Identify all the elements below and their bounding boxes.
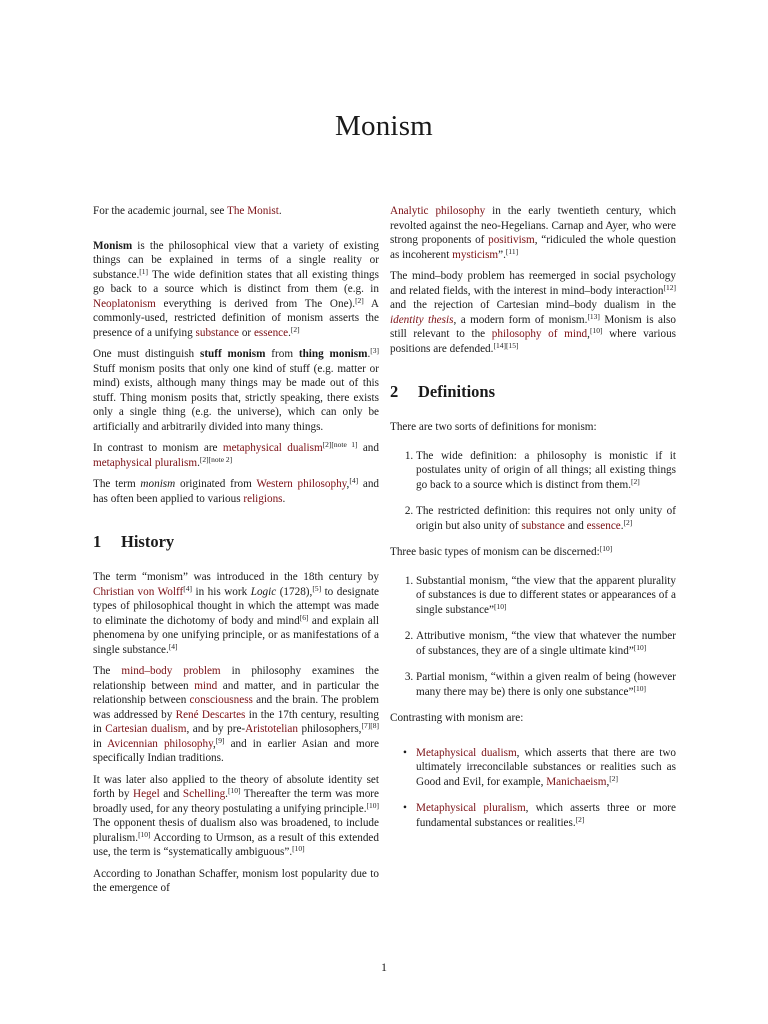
- citation-ref[interactable]: [10]: [633, 683, 646, 693]
- text: The term: [93, 478, 141, 490]
- citation-ref[interactable]: [4]: [168, 641, 178, 651]
- citation-ref[interactable]: [2]: [290, 324, 300, 334]
- list-item: [416, 574, 676, 618]
- link-neoplatonism[interactable]: Neoplatonism: [93, 297, 156, 310]
- citation-ref[interactable]: [10]: [366, 800, 379, 810]
- section-number: 1: [93, 532, 102, 551]
- text: Substantial monism, “the view that the apparent plurality of substances is due to different states or appearances of a single substance”: [416, 574, 676, 616]
- citation-ref[interactable]: [4]: [183, 583, 192, 593]
- text: ,: [212, 737, 216, 750]
- types-list: [390, 574, 676, 700]
- link-western-philosophy[interactable]: Western philosophy: [256, 478, 347, 490]
- intro-paragraph-1: [93, 239, 379, 341]
- text: Monism is also still relevant to the: [390, 313, 676, 340]
- text: in: [93, 737, 108, 750]
- history-paragraph-1: [93, 570, 379, 657]
- link-cartesian-dualism[interactable]: Cartesian dualism: [105, 723, 187, 735]
- citation-ref[interactable]: [10]: [292, 844, 305, 853]
- link-identity-thesis[interactable]: identity thesis: [390, 313, 454, 326]
- text: and: [159, 788, 183, 800]
- text: in the 17th century, resulting in: [93, 708, 379, 735]
- citation-ref[interactable]: [10]: [138, 829, 151, 839]
- work-title: Logic: [250, 585, 277, 598]
- text: and has often been applied to various: [93, 478, 380, 505]
- intro-paragraph-4: [93, 477, 379, 506]
- citation-ref[interactable]: [14][15]: [493, 340, 519, 350]
- text: in the early twentieth century, which revolted against the neo-Hegelians. Carnap and Ayer, who were strong proponents of: [390, 205, 676, 246]
- text: Three basic types of monism can be discerned:: [390, 546, 600, 558]
- intro-paragraph-3: [93, 441, 379, 470]
- history-paragraph-3: [93, 773, 379, 860]
- list-item: [416, 504, 676, 533]
- text: in philosophy examines the relationship between: [93, 665, 379, 692]
- section-title: Definitions: [418, 382, 496, 401]
- text: In contrast to monism are: [93, 442, 223, 454]
- link-rene-descartes[interactable]: René Descartes: [175, 708, 246, 721]
- citation-ref[interactable]: [5]: [312, 583, 322, 593]
- text: A commonly-used, restricted definition of monism asserts the presence of a unifying: [93, 297, 379, 339]
- text: (1728),: [276, 585, 313, 598]
- link-manichaeism[interactable]: Manichaeism: [546, 775, 607, 788]
- link-essence[interactable]: essence: [586, 519, 621, 532]
- text: .: [282, 492, 286, 505]
- text: to designate types of philosophical thought in which the attempt was made to eliminate the dichotomy of body and mind: [93, 585, 380, 627]
- text: and matter, and in particular the relationship between: [93, 679, 379, 706]
- citation-ref[interactable]: [10]: [493, 601, 507, 611]
- link-schelling[interactable]: Schelling: [182, 788, 226, 800]
- text: ,: [587, 328, 590, 340]
- text: The wide definition states that all existing things go back to a source which is distinct from them (e.g. in: [93, 268, 379, 295]
- link-avicennian-philosophy[interactable]: Avicennian philosophy: [107, 737, 213, 750]
- term-monism: Monism: [93, 239, 133, 252]
- link-metaphysical-pluralism[interactable]: Metaphysical pluralism: [416, 802, 526, 814]
- link-metaphysical-pluralism[interactable]: metaphysical pluralism: [93, 456, 198, 469]
- definitions-list: [390, 449, 676, 534]
- text: The mind–body problem has reemerged in social psychology and related fields, with the interest in mind–body interaction: [390, 270, 676, 297]
- history-paragraph-4-continued: [390, 204, 676, 262]
- link-essence[interactable]: essence: [253, 326, 289, 339]
- text: Attributive monism, “the view that whatever the number of substances, they are of a single ultimate kind”: [416, 630, 676, 657]
- types-intro: [390, 545, 676, 560]
- text: , and by pre-: [186, 723, 246, 735]
- text: The term “monism” was introduced in the 18th century by: [93, 571, 379, 583]
- term-stuff-monism: stuff monism: [199, 348, 266, 360]
- text: , a modern form of monism.: [453, 313, 588, 326]
- link-consciousness[interactable]: consciousness: [189, 694, 253, 706]
- term-monism-italic: monism: [140, 478, 176, 490]
- citation-ref[interactable]: [1]: [139, 266, 149, 276]
- text: Thereafter the term was more broadly used, for any theory postulating a unifying principle.: [93, 788, 379, 815]
- citation-ref[interactable]: [2][note 2]: [199, 454, 233, 464]
- list-item: [416, 449, 676, 493]
- contrast-intro: Contrasting with monism are:: [390, 712, 524, 724]
- text: and: [357, 442, 379, 454]
- text: .: [197, 456, 200, 469]
- text: ,: [606, 775, 610, 788]
- link-mind-body-problem[interactable]: mind–body problem: [121, 665, 221, 677]
- text: The: [93, 665, 122, 677]
- text: , “ridiculed the whole question as incoherent: [390, 234, 676, 261]
- text: The restricted definition: this requires not only unity of origin but also unity of: [416, 505, 676, 532]
- text: and explain all phenomena by one unifying principle, or as manifestations of a single substance.: [93, 614, 380, 656]
- text: from: [265, 348, 299, 360]
- list-item: [416, 746, 676, 790]
- text: .: [225, 788, 228, 800]
- citation-ref[interactable]: [2]: [355, 295, 364, 305]
- section-heading-definitions: [390, 382, 676, 402]
- citation-ref[interactable]: [10]: [633, 642, 647, 652]
- link-philosophy-of-mind[interactable]: philosophy of mind: [491, 328, 588, 340]
- citation-ref[interactable]: [2][note 1]: [322, 440, 358, 449]
- text: philosophers,: [297, 723, 362, 735]
- citation-ref[interactable]: [11]: [505, 246, 519, 256]
- text: in his work: [191, 585, 251, 598]
- contrast-list: [390, 746, 676, 831]
- link-the-monist[interactable]: The Monist: [227, 205, 279, 217]
- history-paragraph-5: [390, 269, 676, 356]
- section-heading-history: [93, 532, 379, 552]
- page-title: Monism: [335, 110, 433, 142]
- link-mind[interactable]: mind: [194, 679, 218, 692]
- link-religions[interactable]: religions: [243, 492, 283, 505]
- text: .: [288, 326, 291, 339]
- section-number: 2: [390, 382, 399, 401]
- hatnote: [93, 204, 379, 219]
- citation-ref[interactable]: [6]: [299, 612, 309, 622]
- text: ”.: [498, 248, 506, 261]
- link-mysticism[interactable]: mysticism: [452, 248, 499, 261]
- text: and in earlier Asian and more specifically Indian traditions.: [93, 737, 379, 764]
- link-metaphysical-dualism[interactable]: metaphysical dualism: [222, 442, 323, 454]
- text: and: [564, 519, 587, 532]
- link-analytic-philosophy[interactable]: Analytic philosophy: [390, 205, 486, 217]
- text: everything is derived from The One).: [155, 297, 356, 310]
- history-paragraph-2: [93, 664, 379, 766]
- text: ,: [346, 478, 350, 490]
- citation-ref[interactable]: [3]: [370, 346, 380, 355]
- text: and the brain. The problem was addressed by: [93, 694, 380, 721]
- text: , which asserts three or more fundamental substances or realities.: [416, 802, 676, 829]
- citation-ref[interactable]: [9]: [215, 735, 225, 745]
- text: or: [239, 326, 254, 339]
- text: is the philosophical view that a variety of existing things can be explained in terms of a single reality or substance.: [93, 239, 379, 281]
- list-item: [416, 670, 676, 699]
- section-title: History: [121, 532, 175, 551]
- link-substance[interactable]: substance: [195, 326, 240, 339]
- text: and the rejection of Cartesian mind–body dualism in the: [390, 299, 676, 311]
- citation-ref[interactable]: [2]: [609, 773, 619, 783]
- intro-paragraph-2: [93, 347, 379, 434]
- page-number: 1: [381, 960, 387, 974]
- citation-ref[interactable]: [10]: [599, 544, 613, 553]
- text: According to Urmson, as a result of this extended use, the term is “systematically ambiguous”.: [93, 831, 379, 858]
- text: One must distinguish: [93, 348, 200, 360]
- text: where various positions are defended.: [390, 328, 677, 355]
- definitions-intro: There are two sorts of definitions for monism:: [390, 421, 597, 433]
- text: .: [620, 519, 624, 532]
- link-aristotelian[interactable]: Aristotelian: [245, 723, 298, 735]
- citation-ref[interactable]: [2]: [631, 476, 640, 486]
- hatnote-text: For the academic journal, see: [93, 205, 227, 217]
- text: , which asserts that there are two ultimately irreconcilable substances or realities such as Good and Evil, for example,: [416, 746, 676, 788]
- link-substance[interactable]: substance: [521, 519, 565, 532]
- citation-ref[interactable]: [4]: [349, 476, 359, 485]
- term-thing-monism: thing monism: [298, 348, 368, 360]
- link-positivism[interactable]: positivism: [488, 234, 535, 246]
- citation-ref[interactable]: [10]: [227, 786, 241, 795]
- text: Stuff monism posits that only one kind of stuff (e.g. matter or mind) exists, although many things may be made out of this stuff. Thing monism posits that, strictly speaking, there exists only a single thing (e.g. the universe), which can only be artificially and arbitrarily divided into many things.: [93, 362, 379, 433]
- citation-ref[interactable]: [7][8]: [361, 721, 379, 730]
- citation-ref[interactable]: [2]: [575, 814, 585, 824]
- history-paragraph-4: [93, 867, 379, 896]
- citation-ref[interactable]: [10]: [589, 326, 603, 335]
- text: It was later also applied to the theory of absolute identity set forth by: [93, 773, 379, 800]
- text: Partial monism, “within a given realm of being (however many there may be) there is only one substance”: [416, 671, 676, 698]
- right-column: [390, 204, 676, 842]
- list-item: [416, 629, 676, 658]
- link-metaphysical-dualism[interactable]: Metaphysical dualism: [416, 746, 517, 759]
- list-item: [416, 801, 676, 830]
- citation-ref[interactable]: [2]: [623, 517, 633, 527]
- text: According to Jonathan Schaffer, monism lost popularity due to the emergence of: [93, 867, 379, 894]
- text: The opponent thesis of dualism also was broadened, to include pluralism.: [93, 817, 379, 844]
- text: .: [367, 348, 371, 360]
- link-christian-von-wolff[interactable]: Christian von Wolff: [93, 585, 184, 598]
- hatnote-text: .: [278, 205, 282, 217]
- link-hegel[interactable]: Hegel: [132, 788, 160, 800]
- citation-ref[interactable]: [12]: [663, 282, 676, 292]
- text: The wide definition: a philosophy is monistic if it postulates unity of origin of all things; all existing things go back to a source which is distinct from them.: [416, 449, 676, 491]
- citation-ref[interactable]: [13]: [587, 311, 600, 321]
- left-column: [93, 204, 379, 896]
- text: originated from: [175, 478, 257, 490]
